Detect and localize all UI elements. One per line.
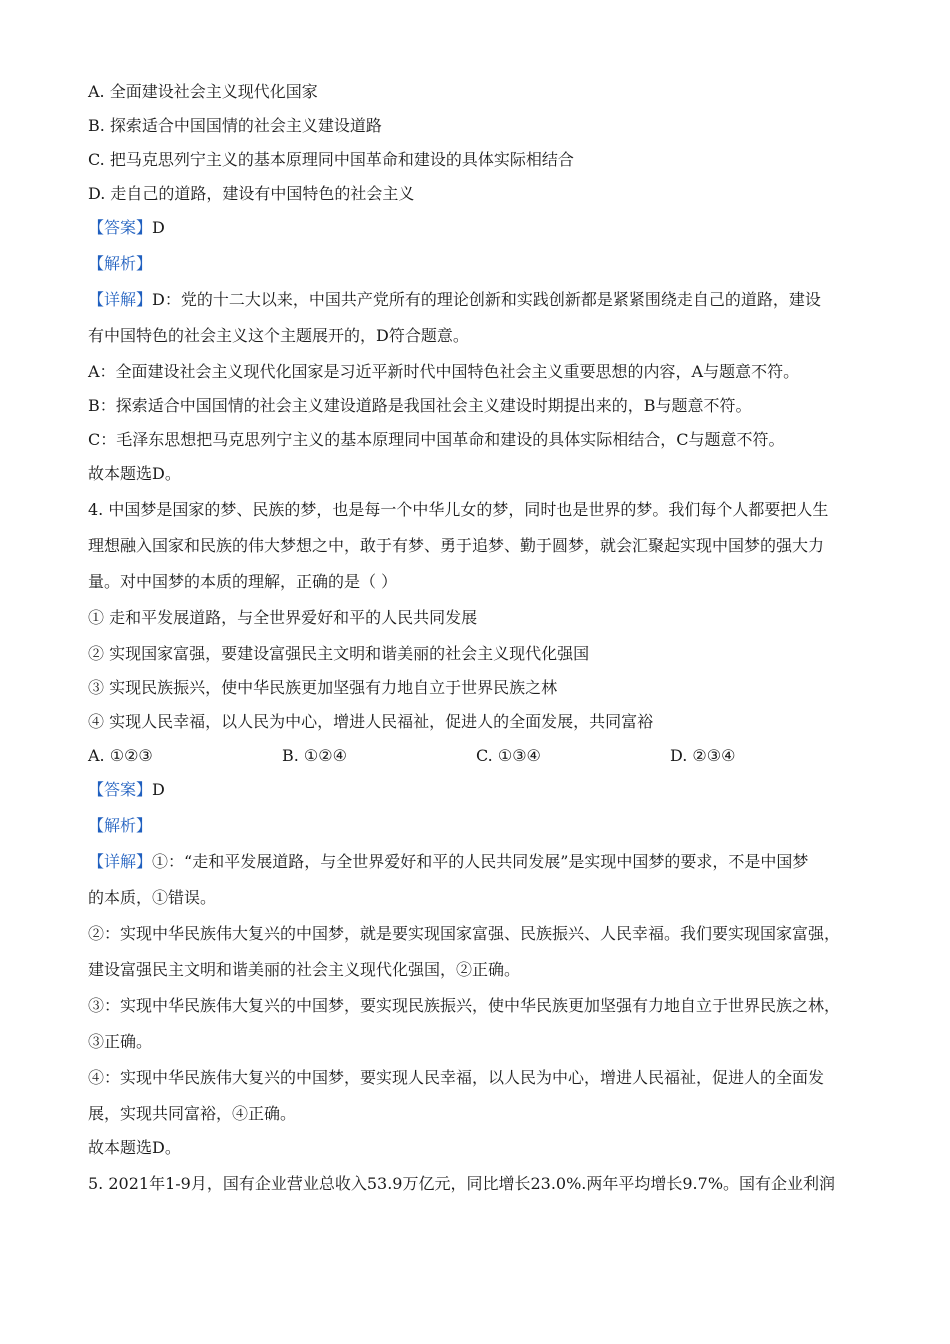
q4-choice-c: C. ①③④	[476, 746, 541, 765]
detail-text: ①：“走和平发展道路，与全世界爱好和平的人民共同发展”是实现中国梦的要求，不是中国梦	[152, 852, 809, 871]
analysis-tag: 【解析】	[88, 254, 153, 273]
q4-detail-line: 的本质，①错误。	[88, 888, 217, 907]
q4-detail-line: ③正确。	[88, 1032, 153, 1051]
q4-choice-a: A. ①②③	[88, 746, 153, 765]
q3-conclusion: 故本题选D。	[88, 464, 181, 483]
q4-analysis-tag	[88, 816, 152, 836]
detail-tag: 【详解】	[88, 852, 153, 871]
q4-detail-line	[88, 852, 808, 872]
q3-detail-line: B：探索适合中国国情的社会主义建设道路是我国社会主义建设时期提出来的，B与题意不符。	[88, 396, 752, 415]
q4-conclusion: 故本题选D。	[88, 1138, 181, 1157]
q4-stem-line: 量。对中国梦的本质的理解，正确的是（ ）	[88, 572, 398, 591]
q4-stem-line: 理想融入国家和民族的伟大梦想之中，敢于有梦、勇于追梦、勤于圆梦，就会汇聚起实现中国梦的强大力	[88, 536, 825, 555]
q3-option-a: A. 全面建设社会主义现代化国家	[88, 82, 318, 101]
q4-answer-line	[88, 780, 165, 800]
q3-option-c: C. 把马克思列宁主义的基本原理同中国革命和建设的具体实际相结合	[88, 150, 574, 169]
q4-item: ① 走和平发展道路，与全世界爱好和平的人民共同发展	[88, 608, 478, 627]
answer-value: D	[152, 218, 165, 237]
answer-tag: 【答案】	[88, 218, 153, 237]
q3-detail-line	[88, 290, 821, 310]
q3-option-b: B. 探索适合中国国情的社会主义建设道路	[88, 116, 382, 135]
q4-item: ③ 实现民族振兴，使中华民族更加坚强有力地自立于世界民族之林	[88, 678, 558, 697]
answer-tag: 【答案】	[88, 780, 153, 799]
q3-detail-line: 有中国特色的社会主义这个主题展开的，D符合题意。	[88, 326, 469, 345]
q4-item: ② 实现国家富强，要建设富强民主文明和谐美丽的社会主义现代化强国	[88, 644, 590, 663]
q4-stem-line: 4. 中国梦是国家的梦、民族的梦，也是每一个中华儿女的梦，同时也是世界的梦。我们每个人都要把人生	[88, 500, 829, 519]
q3-analysis-tag	[88, 254, 152, 274]
q4-choice-d: D. ②③④	[670, 746, 736, 765]
answer-value: D	[152, 780, 165, 799]
q3-answer-line	[88, 218, 165, 238]
analysis-tag: 【解析】	[88, 816, 153, 835]
q3-option-d: D. 走自己的道路，建设有中国特色的社会主义	[88, 184, 415, 203]
q4-detail-line: ②：实现中华民族伟大复兴的中国梦，就是要实现国家富强、民族振兴、人民幸福。我们要实现国家富强，	[88, 924, 841, 943]
detail-tag: 【详解】	[88, 290, 153, 309]
q5-stem-line: 5. 2021年1-9月，国有企业营业总收入53.9万亿元，同比增长23.0%.两年平均增长9.7%。国有企业利润	[88, 1174, 836, 1193]
q3-detail-line: A：全面建设社会主义现代化国家是习近平新时代中国特色社会主义重要思想的内容，A与题意不符。	[88, 362, 800, 381]
q3-detail-line: C：毛泽东思想把马克思列宁主义的基本原理同中国革命和建设的具体实际相结合，C与题意不符。	[88, 430, 785, 449]
q4-detail-line: 建设富强民主文明和谐美丽的社会主义现代化强国，②正确。	[88, 960, 521, 979]
q4-detail-line: ④：实现中华民族伟大复兴的中国梦，要实现人民幸福，以人民为中心，增进人民福祉，促进人的全面发	[88, 1068, 825, 1087]
q4-choice-b: B. ①②④	[282, 746, 347, 765]
q4-item: ④ 实现人民幸福，以人民为中心，增进人民福祉，促进人的全面发展，共同富裕	[88, 712, 654, 731]
q4-detail-line: ③：实现中华民族伟大复兴的中国梦，要实现民族振兴，使中华民族更加坚强有力地自立于世界民族之林，	[88, 996, 841, 1015]
q4-detail-line: 展，实现共同富裕，④正确。	[88, 1104, 297, 1123]
detail-text: D：党的十二大以来，中国共产党所有的理论创新和实践创新都是紧紧围绕走自己的道路，建设	[152, 290, 821, 309]
